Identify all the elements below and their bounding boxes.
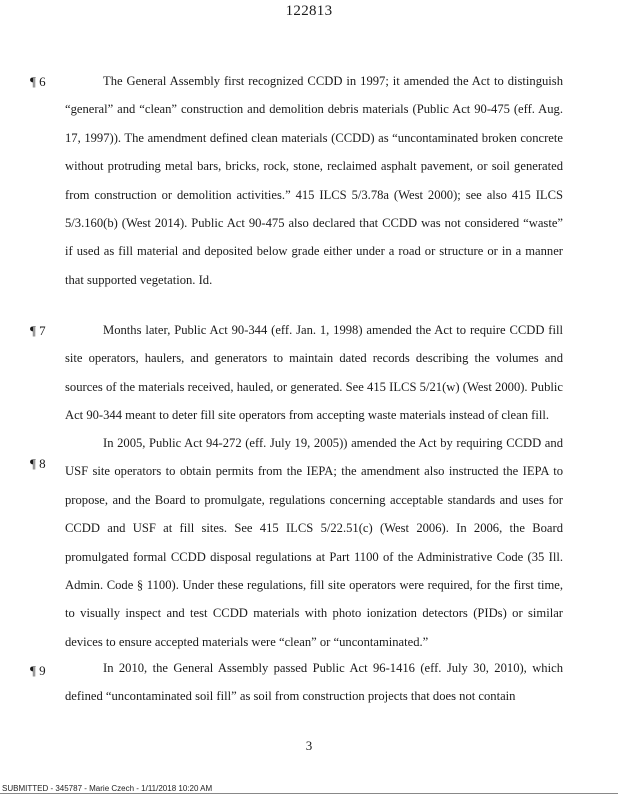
paragraph-8-text bbox=[65, 429, 563, 656]
paragraph-mark-6: ¶ 6 bbox=[30, 74, 46, 89]
paragraph-9-body: In 2010, the General Assembly passed Public Act 96-1416 (eff. July 30, 2010), which defined “uncontaminated soil fill” as soil from construction projects that does not contain bbox=[65, 661, 563, 704]
footer-rule bbox=[0, 793, 618, 794]
paragraph-6-body: The General Assembly first recognized CCDD in 1997; it amended the Act to distinguish “general” and “clean” construction and demolition debris materials (Public Act 90-475 (eff. Aug. 17, 1997)). The amendment defined clean materials (CCDD) as “uncontaminated broken concrete without protruding metal bars, bricks, rock, stone, reclaimed asphalt pavement, or soil generated from construction or demolition activities.” 415 ILCS 5/3.78a (West 2000); see also 415 ILCS 5/3.160(b) (West 2014). Public Act 90-475 also declared that CCDD was not considered “waste” if used as fill material and deposited below grade either under a road or structure or in a manner that supported vegetation. Id. bbox=[65, 74, 563, 287]
submission-stamp: SUBMITTED - 345787 - Marie Czech - 1/11/2018 10:20 AM bbox=[2, 784, 213, 793]
paragraph-9-text bbox=[65, 654, 563, 711]
paragraph-7-body: Months later, Public Act 90-344 (eff. Jan. 1, 1998) amended the Act to require CCDD fill site operators, haulers, and generators to maintain dated records describing the volumes and sources of the materials received, hauled, or generated. See 415 ILCS 5/21(w) (West 2000). Public Act 90-344 meant to deter fill site operators from accepting waste materials instead of clean fill. bbox=[65, 323, 563, 423]
paragraph-7-text bbox=[65, 316, 563, 430]
paragraph-mark-7: ¶ 7 bbox=[30, 323, 46, 338]
paragraph-8-body: In 2005, Public Act 94-272 (eff. July 19, 2005)) amended the Act by requiring CCDD and USF site operators to obtain permits from the IEPA; the amendment also instructed the IEPA to propose, and the Board to promulgate, regulations concerning acceptable standards and uses for CCDD and USF at fill sites. See 415 ILCS 5/22.51(c) (West 2006). In 2006, the Board promulgated formal CCDD disposal regulations at Part 1100 of the Administrative Code (35 Ill. Admin. Code § 1100). Under these regulations, fill site operators were required, for the first time, to visually inspect and test CCDD materials with photo ionization detectors (PIDs) or similar devices to ensure accepted materials were “clean” or “uncontaminated.” bbox=[65, 436, 563, 649]
paragraph-6-text bbox=[65, 67, 563, 294]
paragraph-mark-8: ¶ 8 bbox=[30, 456, 46, 471]
document-number: 122813 bbox=[285, 3, 333, 19]
paragraph-mark-9: ¶ 9 bbox=[30, 663, 46, 678]
page-number: 3 bbox=[305, 738, 313, 753]
